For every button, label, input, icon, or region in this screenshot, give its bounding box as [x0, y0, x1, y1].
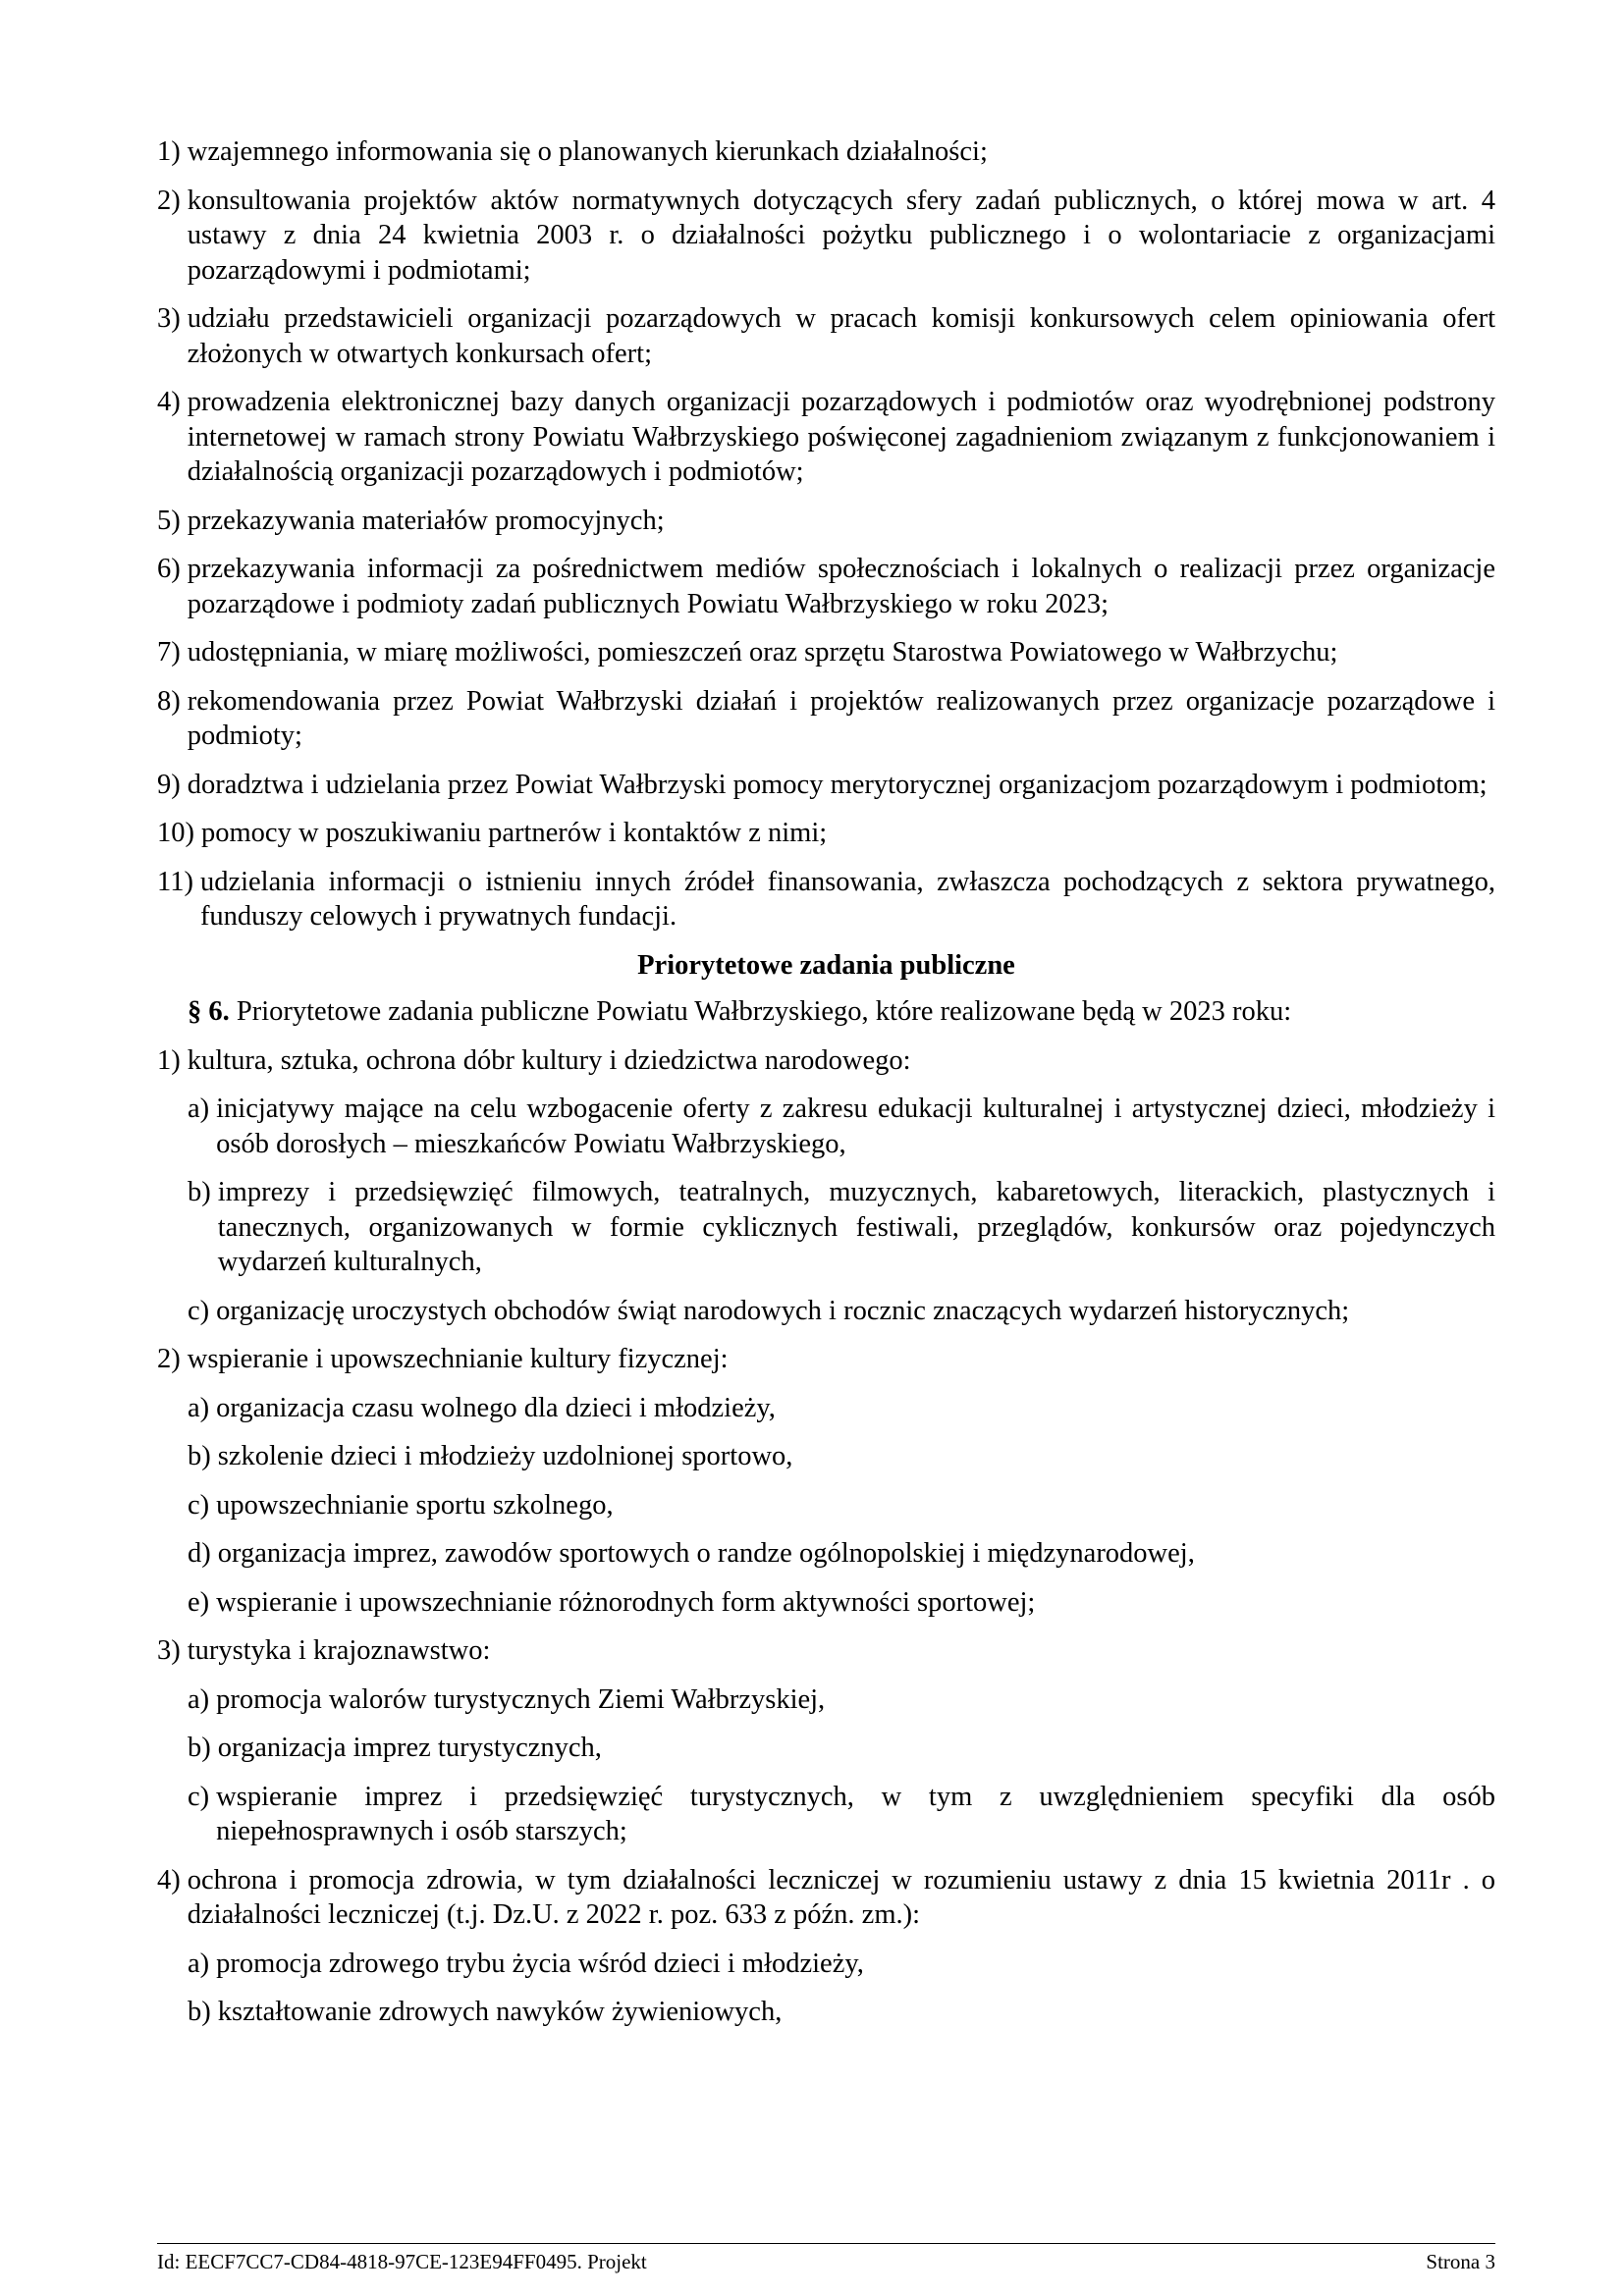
subtask-letter: a) [188, 1683, 210, 1715]
subtask-letter: a) [188, 1948, 210, 1979]
list-item-number: 1) [157, 136, 181, 167]
list-item [157, 385, 1495, 490]
list-item [157, 301, 1495, 371]
subtask-letter: b) [188, 1733, 211, 1763]
list-item [157, 184, 1495, 289]
list-item [157, 134, 1495, 170]
task-item [157, 1043, 1495, 1079]
subtask-item [188, 1488, 1495, 1523]
list-item-text: prowadzenia elektronicznej bazy danych organizacji pozarządowych i podmiotów oraz wyodrębnionej podstrony internetowej w ramach strony Powiatu Wałbrzyskiego poświęconej zagadnieniom związanym z funkcjonowaniem i działalnością organizacji pozarządowych i podmiotów; [187, 387, 1495, 487]
list-item-number: 4) [157, 387, 181, 417]
subtask-item [188, 1092, 1495, 1161]
subtask-text: imprezy i przedsięwzięć filmowych, teatralnych, muzycznych, kabaretowych, literackich, plastycznych i tanecznych, organizowanych w formie cyklicznych festiwali, przeglądów, konkursów oraz pojedynczych wydarzeń kulturalnych, [217, 1177, 1495, 1277]
task-text: kultura, sztuka, ochrona dóbr kultury i dziedzictwa narodowego: [187, 1044, 911, 1076]
task-number: 1) [157, 1044, 181, 1076]
list-item-number: 7) [157, 637, 181, 667]
cooperation-forms-list [157, 134, 1495, 934]
list-item-text: przekazywania informacji za pośrednictwem mediów społecznościach i lokalnych o realizacji przez organizacje pozarządowe i podmioty zadań publicznych Powiatu Wałbrzyskiego w roku 2023; [187, 554, 1495, 619]
subtask-letter: c) [188, 1295, 210, 1326]
list-item-text: udziału przedstawicieli organizacji pozarządowych w pracach komisji konkursowych celem opiniowania ofert złożonych w otwartych konkursach ofert; [187, 303, 1495, 369]
subtask-text: organizacja czasu wolnego dla dzieci i młodzieży, [216, 1392, 776, 1423]
subtask-item [188, 1391, 1495, 1426]
paragraph-text: Priorytetowe zadania publiczne Powiatu Wałbrzyskiego, które realizowane będą w 2023 roku: [229, 996, 1292, 1027]
subtask-item [188, 1995, 1495, 2030]
subtask-item [188, 1731, 1495, 1766]
task-text: wspieranie i upowszechnianie kultury fizycznej: [187, 1344, 729, 1374]
page-number: Strona 3 [1426, 2250, 1495, 2273]
list-item-text: konsultowania projektów aktów normatywnych dotyczących sfery zadań publicznych, o której mowa w art. 4 ustawy z dnia 24 kwietnia 2003 r. o działalności pożytku publicznego i o wolontariacie z organizacjami pozarządowymi i podmiotami; [187, 185, 1495, 286]
list-item-number: 8) [157, 685, 181, 717]
list-item-number: 2) [157, 185, 181, 216]
list-item [157, 504, 1495, 539]
paragraph-6 [157, 994, 1495, 1030]
subtask-text: organizacja imprez turystycznych, [217, 1733, 602, 1763]
task-number: 4) [157, 1864, 181, 1896]
task-number: 2) [157, 1344, 181, 1374]
subtask-text: szkolenie dzieci i młodzieży uzdolnionej sportowo, [217, 1441, 793, 1471]
list-item [157, 816, 1495, 851]
section-heading: Priorytetowe zadania publiczne [637, 949, 1015, 981]
list-item-number: 6) [157, 554, 181, 584]
list-item-number: 3) [157, 303, 181, 334]
list-item [157, 768, 1495, 803]
list-item-text: rekomendowania przez Powiat Wałbrzyski działań i projektów realizowanych przez organizacje pozarządowe i podmioty; [187, 685, 1495, 751]
list-item-number: 5) [157, 505, 181, 536]
task-number: 3) [157, 1635, 181, 1666]
subtask-item [188, 1439, 1495, 1474]
subtask-item [188, 1585, 1495, 1621]
subtask-item [188, 1294, 1495, 1329]
task-item [157, 1863, 1495, 1933]
subtask-letter: b) [188, 1441, 211, 1471]
list-item [157, 635, 1495, 670]
subtask-text: inicjatywy mające na celu wzbogacenie oferty z zakresu edukacji kulturalnej i artystycznej dzieci, młodzieży i osób dorosłych – mieszkańców Powiatu Wałbrzyskiego, [216, 1094, 1495, 1159]
task-item [157, 1342, 1495, 1377]
list-item-text: udostępniania, w miarę możliwości, pomieszczeń oraz sprzętu Starostwa Powiatowego w Wałbrzychu; [187, 637, 1338, 667]
subtask-text: upowszechnianie sportu szkolnego, [216, 1489, 614, 1521]
subtask-letter: e) [188, 1586, 210, 1618]
list-item-text: udzielania informacji o istnieniu innych źródeł finansowania, zwłaszcza pochodzących z sektora prywatnego, funduszy celowych i prywatnych fundacji. [199, 866, 1495, 932]
subtask-text: wspieranie imprez i przedsięwzięć turystycznych, w tym z uwzględnieniem specyfiki dla osób niepełnosprawnych i osób starszych; [216, 1781, 1495, 1846]
paragraph-mark: § 6. [188, 996, 230, 1027]
subtask-letter: a) [188, 1392, 210, 1423]
document-body [157, 134, 1495, 2044]
list-item [157, 684, 1495, 754]
list-item-text: doradztwa i udzielania przez Powiat Wałbrzyski pomocy merytorycznej organizacjom pozarządowym i podmiotom; [187, 769, 1488, 800]
subtask-text: wspieranie i upowszechnianie różnorodnych form aktywności sportowej; [216, 1586, 1036, 1618]
subtask-item [188, 1536, 1495, 1572]
subtask-item [188, 1682, 1495, 1718]
list-item-text: przekazywania materiałów promocyjnych; [187, 505, 665, 536]
subtask-letter: a) [188, 1094, 210, 1124]
list-item-number: 9) [157, 769, 181, 800]
subtask-text: promocja zdrowego trybu życia wśród dzieci i młodzieży, [216, 1948, 864, 1979]
subtask-text: organizacja imprez, zawodów sportowych o randze ogólnopolskiej i międzynarodowej, [217, 1538, 1195, 1569]
subtask-item [188, 1780, 1495, 1849]
subtask-text: organizację uroczystych obchodów świąt narodowych i rocznic znaczących wydarzeń historycznych; [216, 1295, 1350, 1326]
subtask-letter: d) [188, 1538, 211, 1569]
list-item-number: 11) [157, 866, 193, 897]
list-item-number: 10) [157, 818, 194, 848]
footer-divider [157, 2243, 1495, 2244]
subtask-letter: c) [188, 1781, 210, 1812]
task-text: turystyka i krajoznawstwo: [187, 1635, 491, 1666]
subtask-letter: b) [188, 1177, 211, 1207]
document-id: Id: EECF7CC7-CD84-4818-97CE-123E94FF0495. Projekt [157, 2250, 647, 2273]
subtask-text: kształtowanie zdrowych nawyków żywieniowych, [217, 1997, 783, 2027]
subtask-item [188, 1175, 1495, 1280]
list-item [157, 552, 1495, 621]
task-item [157, 1633, 1495, 1669]
page-footer [157, 2249, 1495, 2274]
subtask-text: promocja walorów turystycznych Ziemi Wałbrzyskiej, [216, 1683, 826, 1715]
subtask-item [188, 1947, 1495, 1982]
task-text: ochrona i promocja zdrowia, w tym działalności leczniczej w rozumieniu ustawy z dnia 15 kwietnia 2011r . o działalności leczniczej (t.j. Dz.U. z 2022 r. poz. 633 z późn. zm.): [187, 1864, 1495, 1930]
list-item-text: wzajemnego informowania się o planowanych kierunkach działalności; [187, 136, 988, 167]
list-item [157, 865, 1495, 934]
subtask-letter: c) [188, 1489, 210, 1521]
subtask-letter: b) [188, 1997, 211, 2027]
list-item-text: pomocy w poszukiwaniu partnerów i kontaktów z nimi; [201, 818, 828, 848]
